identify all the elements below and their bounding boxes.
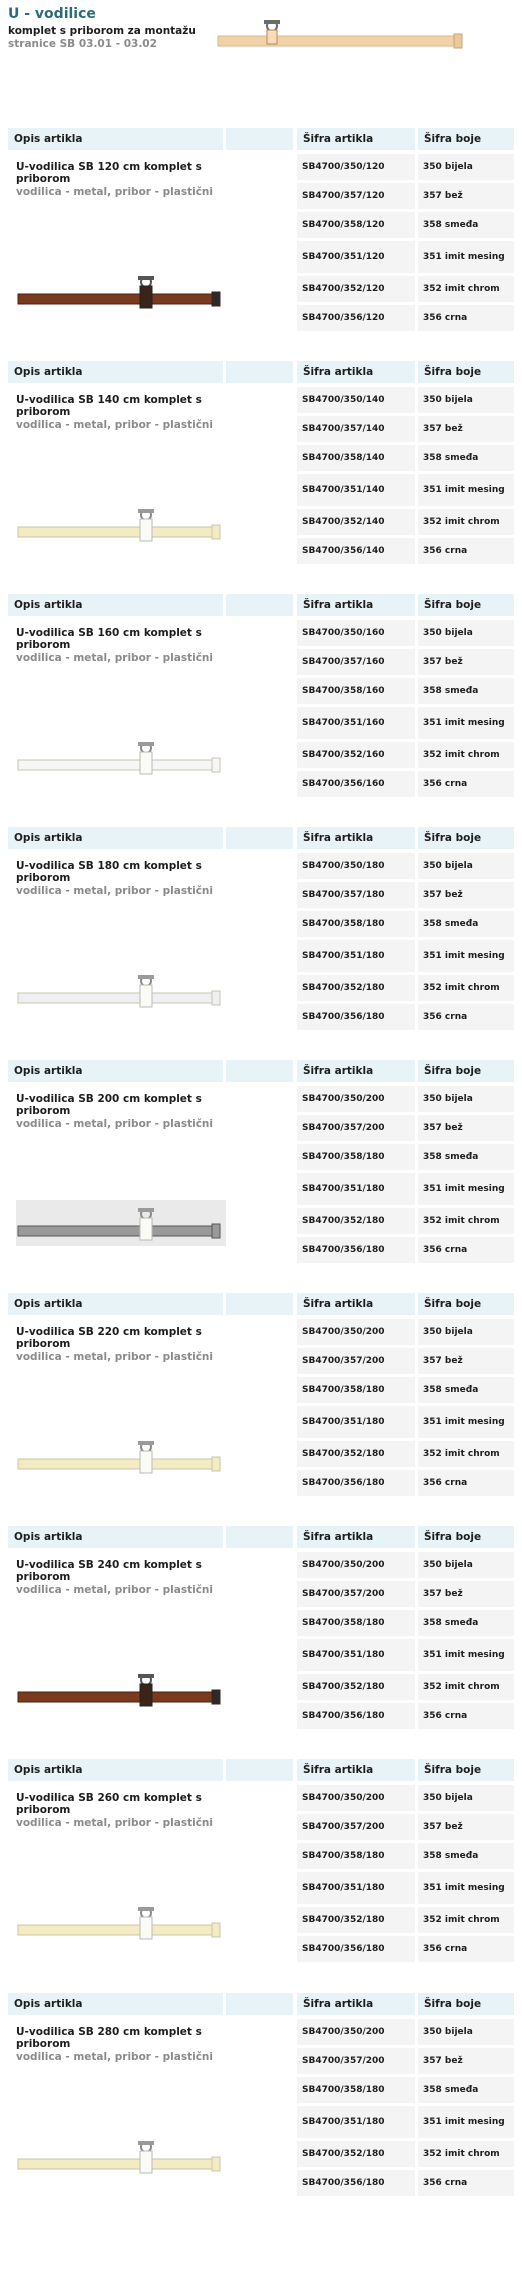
table-row (297, 1115, 514, 1141)
color-code: 350 bijela (418, 1319, 514, 1345)
color-code: 358 smeđa (418, 678, 514, 704)
article-code: SB4700/357/200 (297, 1814, 415, 1840)
column-header-description: Opis artikla (8, 128, 223, 150)
table-row (297, 707, 514, 739)
article-code: SB4700/351/180 (297, 1872, 415, 1904)
color-code: 350 bijela (418, 154, 514, 180)
color-code: 357 bež (418, 1581, 514, 1607)
product-name: U-vodilica SB 240 cm komplet s priborom (16, 1559, 202, 1583)
color-code: 352 imit chrom (418, 1208, 514, 1234)
table-row (297, 742, 514, 768)
product-rod-image (16, 501, 226, 547)
color-code: 351 imit mesing (418, 1406, 514, 1438)
article-table (297, 387, 514, 567)
table-row (297, 1552, 514, 1578)
table-row (297, 1936, 514, 1962)
table-row (297, 538, 514, 564)
color-code: 357 bež (418, 1115, 514, 1141)
color-code: 357 bež (418, 1814, 514, 1840)
color-code: 352 imit chrom (418, 1907, 514, 1933)
color-code: 352 imit chrom (418, 276, 514, 302)
product-description: vodilica - metal, pribor - plastični (16, 186, 213, 198)
color-code: 352 imit chrom (418, 2141, 514, 2167)
article-code: SB4700/350/200 (297, 1552, 415, 1578)
column-header-image (226, 1293, 293, 1315)
article-code: SB4700/358/160 (297, 678, 415, 704)
column-header-code: Šifra artikla (297, 1993, 415, 2015)
article-code: SB4700/358/180 (297, 1843, 415, 1869)
column-header-code: Šifra artikla (297, 128, 415, 150)
article-code: SB4700/358/180 (297, 911, 415, 937)
product-section (0, 1293, 522, 1533)
article-table (297, 620, 514, 800)
article-code: SB4700/356/140 (297, 538, 415, 564)
table-row (297, 940, 514, 972)
color-code: 350 bijela (418, 853, 514, 879)
color-code: 351 imit mesing (418, 1872, 514, 1904)
article-table (297, 853, 514, 1033)
column-header-image (226, 1526, 293, 1548)
article-code: SB4700/352/180 (297, 975, 415, 1001)
color-code: 357 bež (418, 1348, 514, 1374)
table-row (297, 2141, 514, 2167)
article-table (297, 154, 514, 334)
article-code: SB4700/350/140 (297, 387, 415, 413)
table-row (297, 416, 514, 442)
color-code: 350 bijela (418, 2019, 514, 2045)
article-code: SB4700/357/180 (297, 882, 415, 908)
column-header-color: Šifra boje (418, 1060, 514, 1082)
column-header-code: Šifra artikla (297, 1759, 415, 1781)
column-header-description: Opis artikla (8, 827, 223, 849)
product-section (0, 827, 522, 1067)
product-rod-image (16, 1899, 226, 1945)
column-header-code: Šifra artikla (297, 1293, 415, 1315)
table-row (297, 1674, 514, 1700)
column-header-code: Šifra artikla (297, 827, 415, 849)
article-code: SB4700/350/200 (297, 1086, 415, 1112)
table-row (297, 183, 514, 209)
product-name: U-vodilica SB 120 cm komplet s priborom (16, 161, 202, 185)
article-code: SB4700/357/200 (297, 1115, 415, 1141)
column-header-color: Šifra boje (418, 827, 514, 849)
color-code: 350 bijela (418, 1086, 514, 1112)
column-header-color: Šifra boje (418, 594, 514, 616)
table-row (297, 1377, 514, 1403)
article-code: SB4700/350/180 (297, 853, 415, 879)
product-description: vodilica - metal, pribor - plastični (16, 652, 213, 664)
article-code: SB4700/358/180 (297, 2077, 415, 2103)
table-row (297, 241, 514, 273)
product-rod-image (16, 967, 226, 1013)
table-row (297, 474, 514, 506)
table-row (297, 1843, 514, 1869)
column-header-description: Opis artikla (8, 1060, 223, 1082)
table-row (297, 276, 514, 302)
product-description: vodilica - metal, pribor - plastični (16, 1817, 213, 1829)
article-code: SB4700/358/180 (297, 1610, 415, 1636)
article-code: SB4700/352/180 (297, 1674, 415, 1700)
color-code: 350 bijela (418, 387, 514, 413)
article-code: SB4700/356/180 (297, 1936, 415, 1962)
table-row (297, 1872, 514, 1904)
table-row (297, 445, 514, 471)
article-code: SB4700/357/200 (297, 1348, 415, 1374)
column-header-code: Šifra artikla (297, 594, 415, 616)
table-row (297, 1703, 514, 1729)
column-header-image (226, 1060, 293, 1082)
table-row (297, 2106, 514, 2138)
color-code: 352 imit chrom (418, 1674, 514, 1700)
product-name: U-vodilica SB 260 cm komplet s priborom (16, 1792, 202, 1816)
article-code: SB4700/351/140 (297, 474, 415, 506)
article-code: SB4700/356/160 (297, 771, 415, 797)
color-code: 351 imit mesing (418, 707, 514, 739)
article-code: SB4700/351/180 (297, 1173, 415, 1205)
article-code: SB4700/350/160 (297, 620, 415, 646)
color-code: 358 smeđa (418, 2077, 514, 2103)
article-code: SB4700/352/120 (297, 276, 415, 302)
article-code: SB4700/358/140 (297, 445, 415, 471)
table-row (297, 2077, 514, 2103)
table-row (297, 620, 514, 646)
product-description: vodilica - metal, pribor - plastični (16, 2051, 213, 2063)
color-code: 358 smeđa (418, 1377, 514, 1403)
color-code: 358 smeđa (418, 445, 514, 471)
article-code: SB4700/352/180 (297, 2141, 415, 2167)
header-rod-image (214, 14, 474, 54)
product-name: U-vodilica SB 180 cm komplet s priborom (16, 860, 202, 884)
column-header-color: Šifra boje (418, 1993, 514, 2015)
color-code: 357 bež (418, 2048, 514, 2074)
column-header-code: Šifra artikla (297, 361, 415, 383)
color-code: 357 bež (418, 183, 514, 209)
color-code: 350 bijela (418, 1552, 514, 1578)
product-section (0, 594, 522, 834)
product-section (0, 1759, 522, 1999)
column-header-image (226, 361, 293, 383)
color-code: 351 imit mesing (418, 1173, 514, 1205)
color-code: 356 crna (418, 1470, 514, 1496)
article-code: SB4700/356/180 (297, 1237, 415, 1263)
article-code: SB4700/358/180 (297, 1144, 415, 1170)
color-code: 351 imit mesing (418, 2106, 514, 2138)
article-code: SB4700/358/120 (297, 212, 415, 238)
table-row (297, 1208, 514, 1234)
product-section (0, 361, 522, 601)
table-row (297, 1319, 514, 1345)
product-section (0, 1060, 522, 1300)
color-code: 351 imit mesing (418, 1639, 514, 1671)
article-code: SB4700/352/160 (297, 742, 415, 768)
color-code: 357 bež (418, 416, 514, 442)
product-section (0, 128, 522, 368)
table-row (297, 1639, 514, 1671)
article-table (297, 2019, 514, 2199)
column-header-image (226, 594, 293, 616)
color-code: 358 smeđa (418, 1610, 514, 1636)
page-reference: stranice SB 03.01 - 03.02 (8, 38, 157, 50)
article-code: SB4700/350/200 (297, 1785, 415, 1811)
table-row (297, 771, 514, 797)
table-row (297, 1144, 514, 1170)
column-header-description: Opis artikla (8, 1293, 223, 1315)
article-code: SB4700/357/120 (297, 183, 415, 209)
column-header-code: Šifra artikla (297, 1526, 415, 1548)
product-name: U-vodilica SB 140 cm komplet s priborom (16, 394, 202, 418)
color-code: 352 imit chrom (418, 1441, 514, 1467)
table-row (297, 1581, 514, 1607)
table-row (297, 1004, 514, 1030)
table-row (297, 649, 514, 675)
article-code: SB4700/356/180 (297, 2170, 415, 2196)
product-description: vodilica - metal, pribor - plastični (16, 419, 213, 431)
product-rod-image (16, 268, 226, 314)
color-code: 356 crna (418, 1703, 514, 1729)
article-code: SB4700/351/180 (297, 2106, 415, 2138)
article-code: SB4700/357/160 (297, 649, 415, 675)
article-code: SB4700/350/120 (297, 154, 415, 180)
color-code: 352 imit chrom (418, 975, 514, 1001)
color-code: 356 crna (418, 538, 514, 564)
color-code: 358 smeđa (418, 1144, 514, 1170)
product-description: vodilica - metal, pribor - plastični (16, 1584, 213, 1596)
column-header-color: Šifra boje (418, 1526, 514, 1548)
column-header-image (226, 128, 293, 150)
article-code: SB4700/358/180 (297, 1377, 415, 1403)
product-description: vodilica - metal, pribor - plastični (16, 1351, 213, 1363)
color-code: 352 imit chrom (418, 742, 514, 768)
table-row (297, 1785, 514, 1811)
column-header-color: Šifra boje (418, 1759, 514, 1781)
table-row (297, 2048, 514, 2074)
color-code: 356 crna (418, 1237, 514, 1263)
table-row (297, 1814, 514, 1840)
column-header-code: Šifra artikla (297, 1060, 415, 1082)
color-code: 356 crna (418, 1004, 514, 1030)
page-header (8, 6, 228, 51)
column-header-description: Opis artikla (8, 1759, 223, 1781)
color-code: 358 smeđa (418, 1843, 514, 1869)
page-title: U - vodilice (8, 6, 96, 22)
color-code: 358 smeđa (418, 212, 514, 238)
product-name: U-vodilica SB 220 cm komplet s priborom (16, 1326, 202, 1350)
color-code: 358 smeđa (418, 911, 514, 937)
table-row (297, 154, 514, 180)
color-code: 351 imit mesing (418, 940, 514, 972)
article-code: SB4700/356/180 (297, 1470, 415, 1496)
product-rod-image (16, 1666, 226, 1712)
table-row (297, 1237, 514, 1263)
article-code: SB4700/357/140 (297, 416, 415, 442)
article-code: SB4700/357/200 (297, 1581, 415, 1607)
column-header-image (226, 827, 293, 849)
table-row (297, 509, 514, 535)
column-header-color: Šifra boje (418, 1293, 514, 1315)
table-row (297, 305, 514, 331)
article-code: SB4700/352/180 (297, 1907, 415, 1933)
color-code: 357 bež (418, 882, 514, 908)
article-code: SB4700/352/140 (297, 509, 415, 535)
table-row (297, 975, 514, 1001)
article-code: SB4700/351/160 (297, 707, 415, 739)
column-header-description: Opis artikla (8, 1526, 223, 1548)
column-header-color: Šifra boje (418, 361, 514, 383)
color-code: 351 imit mesing (418, 474, 514, 506)
product-rod-image (16, 1200, 226, 1246)
article-code: SB4700/351/120 (297, 241, 415, 273)
color-code: 356 crna (418, 2170, 514, 2196)
product-section (0, 1993, 522, 2233)
table-row (297, 853, 514, 879)
column-header-image (226, 1993, 293, 2015)
color-code: 350 bijela (418, 620, 514, 646)
product-rod-image (16, 2133, 226, 2179)
article-code: SB4700/357/200 (297, 2048, 415, 2074)
color-code: 356 crna (418, 771, 514, 797)
color-code: 352 imit chrom (418, 509, 514, 535)
color-code: 356 crna (418, 1936, 514, 1962)
article-table (297, 1319, 514, 1499)
product-description: vodilica - metal, pribor - plastični (16, 885, 213, 897)
table-row (297, 1470, 514, 1496)
article-table (297, 1785, 514, 1965)
article-code: SB4700/352/180 (297, 1208, 415, 1234)
color-code: 350 bijela (418, 1785, 514, 1811)
article-code: SB4700/356/180 (297, 1703, 415, 1729)
color-code: 356 crna (418, 305, 514, 331)
column-header-image (226, 1759, 293, 1781)
product-description: vodilica - metal, pribor - plastični (16, 1118, 213, 1130)
article-code: SB4700/350/200 (297, 1319, 415, 1345)
product-rod-image (16, 734, 226, 780)
article-table (297, 1086, 514, 1266)
article-code: SB4700/350/200 (297, 2019, 415, 2045)
table-row (297, 911, 514, 937)
column-header-description: Opis artikla (8, 1993, 223, 2015)
article-table (297, 1552, 514, 1732)
column-header-description: Opis artikla (8, 361, 223, 383)
column-header-color: Šifra boje (418, 128, 514, 150)
article-code: SB4700/356/180 (297, 1004, 415, 1030)
article-code: SB4700/351/180 (297, 940, 415, 972)
table-row (297, 1441, 514, 1467)
table-row (297, 387, 514, 413)
product-name: U-vodilica SB 200 cm komplet s priborom (16, 1093, 202, 1117)
table-row (297, 2170, 514, 2196)
article-code: SB4700/351/180 (297, 1406, 415, 1438)
color-code: 351 imit mesing (418, 241, 514, 273)
page-subtitle: komplet s priborom za montažu (8, 25, 196, 37)
table-row (297, 678, 514, 704)
article-code: SB4700/356/120 (297, 305, 415, 331)
product-name: U-vodilica SB 160 cm komplet s priborom (16, 627, 202, 651)
table-row (297, 1610, 514, 1636)
color-code: 357 bež (418, 649, 514, 675)
table-row (297, 1348, 514, 1374)
article-code: SB4700/351/180 (297, 1639, 415, 1671)
table-row (297, 1173, 514, 1205)
table-row (297, 1907, 514, 1933)
product-section (0, 1526, 522, 1766)
article-code: SB4700/352/180 (297, 1441, 415, 1467)
table-row (297, 2019, 514, 2045)
product-name: U-vodilica SB 280 cm komplet s priborom (16, 2026, 202, 2050)
table-row (297, 1406, 514, 1438)
table-row (297, 212, 514, 238)
product-rod-image (16, 1433, 226, 1479)
table-row (297, 882, 514, 908)
table-row (297, 1086, 514, 1112)
column-header-description: Opis artikla (8, 594, 223, 616)
